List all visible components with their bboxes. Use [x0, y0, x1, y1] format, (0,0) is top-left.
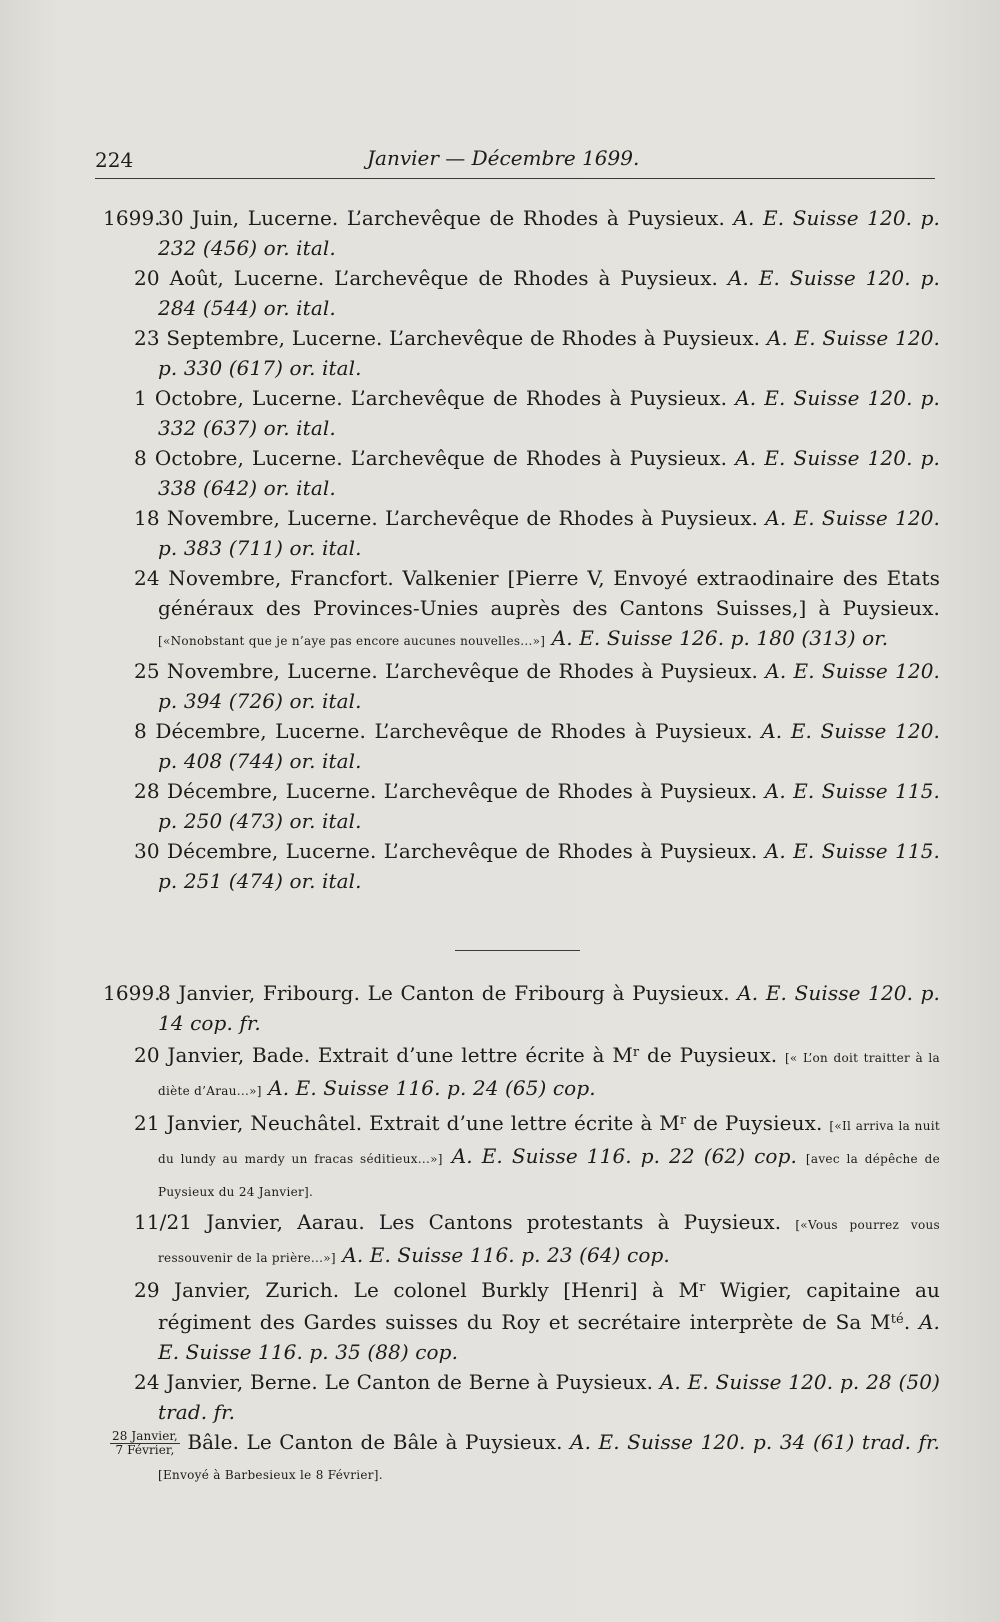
entry-reference: A. E. Suisse 120. p. 394 (726) or. ital. [158, 659, 941, 713]
entry [104, 1367, 940, 1427]
entry-reference: A. E. Suisse 116. p. 24 (65) cop. [268, 1076, 596, 1100]
entry-text: 1 Octobre, Lucerne. L’archevêque de Rhodes à Puysieux. [134, 386, 728, 410]
section-year: 1699. [103, 981, 161, 1005]
entry [104, 1038, 940, 1106]
entry-reference: A. E. Suisse 120. p. 232 (456) or. ital. [158, 206, 940, 260]
entry [104, 263, 940, 323]
entry-text: 30 Décembre, Lucerne. L’archevêque de Rhodes à Puysieux. [134, 839, 758, 863]
entry-text: 24 Novembre, Francfort. Valkenier [Pierre V, Envoyé extraodinaire des Etats généraux des Provinces-Unies auprès des Cantons Suisses,] à Puysieux. [134, 566, 940, 620]
section-2 [104, 978, 940, 1490]
entry [104, 503, 940, 563]
superscript: r [679, 1113, 687, 1128]
entry-note: [« L’on doit traitter à la diète d’Arau...»] [158, 1051, 940, 1098]
entry-reference: A. E. Suisse 120. p. 332 (637) or. ital. [158, 386, 940, 440]
entry-text: 8 Janvier, Fribourg. Le Canton de Fribourg à Puysieux. [158, 981, 730, 1005]
entry-note: [avec la dépêche de Puysieux du 24 Janvier]. [158, 1152, 940, 1199]
entry-note: [Envoyé à Barbesieux le 8 Février]. [158, 1468, 383, 1482]
entry-text: 23 Septembre, Lucerne. L’archevêque de Rhodes à Puysieux. [134, 326, 761, 350]
entry [104, 563, 940, 656]
entry [104, 1273, 940, 1367]
entry-text: de Puysieux. [686, 1111, 823, 1135]
entry-reference: A. E. Suisse 120. p. 34 (61) trad. fr. [570, 1430, 940, 1454]
running-title [367, 146, 639, 170]
fraction-top: 28 Janvier, [112, 1429, 178, 1443]
entry-reference: A. E. Suisse 120. p. 28 (50) trad. fr. [158, 1370, 940, 1424]
entry [104, 1106, 940, 1207]
running-title-right: Décembre 1699. [471, 146, 640, 170]
entry-reference: A. E. Suisse 115. p. 251 (474) or. ital. [158, 839, 940, 893]
entry-reference: A. E. Suisse 116. p. 22 (62) cop. [451, 1144, 797, 1168]
entry-reference: A. E. Suisse 116. p. 35 (88) cop. [158, 1310, 940, 1364]
entry-text: 8 Décembre, Lucerne. L’archevêque de Rhodes à Puysieux. [134, 719, 753, 743]
entry-text: Wigier, capitaine au régiment des Gardes suisses du Roy et secrétaire interprète de Sa M [158, 1278, 940, 1334]
entry-text: 21 Janvier, Neuchâtel. Extrait d’une lettre écrite à M [134, 1111, 680, 1135]
page-header [95, 144, 935, 179]
entry-reference: A. E. Suisse 120. p. 14 cop. fr. [158, 981, 940, 1035]
entry [104, 1427, 940, 1490]
entry [104, 656, 940, 716]
entry-reference: A. E. Suisse 126. p. 180 (313) or. [551, 626, 889, 650]
entry [104, 383, 940, 443]
entry [104, 203, 940, 263]
entry-text: 28 Décembre, Lucerne. L’archevêque de Rhodes à Puysieux. [134, 779, 758, 803]
entry [104, 836, 940, 896]
entry-text: 20 Janvier, Bade. Extrait d’une lettre écrite à M [134, 1043, 633, 1067]
entry-reference: A. E. Suisse 120. p. 383 (711) or. ital. [158, 506, 941, 560]
entry [104, 323, 940, 383]
superscript: r [699, 1280, 706, 1295]
entry [104, 716, 940, 776]
entry-text: 11/21 Janvier, Aarau. Les Cantons protestants à Puysieux. [134, 1210, 782, 1234]
entry [104, 978, 940, 1038]
entry-text: 29 Janvier, Zurich. Le colonel Burkly [Henri] à M [134, 1278, 700, 1302]
entry-text: . [903, 1310, 911, 1334]
superscript: r [632, 1045, 640, 1060]
entry-text: 30 Juin, Lucerne. L’archevêque de Rhodes à Puysieux. [158, 206, 725, 230]
entry [104, 443, 940, 503]
entry-text: Bâle. Le Canton de Bâle à Puysieux. [179, 1430, 563, 1454]
entry-reference: A. E. Suisse 115. p. 250 (473) or. ital. [158, 779, 940, 833]
entry-text: de Puysieux. [639, 1043, 778, 1067]
entry-reference: A. E. Suisse 120. p. 408 (744) or. ital. [158, 719, 940, 773]
entry-note: [«Il arriva la nuit du lundy au mardy un fracas séditieux...»] [158, 1119, 940, 1166]
entry-text: 18 Novembre, Lucerne. L’archevêque de Rhodes à Puysieux. [134, 506, 759, 530]
section-1 [104, 203, 940, 896]
entry-reference: A. E. Suisse 120. p. 338 (642) or. ital. [158, 446, 940, 500]
entry-reference: A. E. Suisse 116. p. 23 (64) cop. [342, 1243, 670, 1267]
entry [104, 776, 940, 836]
superscript: té [890, 1312, 904, 1327]
entry [104, 1207, 940, 1273]
section-divider [455, 950, 580, 951]
running-title-dash: — [445, 146, 466, 170]
entry-text: 8 Octobre, Lucerne. L’archevêque de Rhodes à Puysieux. [134, 446, 728, 470]
entry-text: 20 Août, Lucerne. L’archevêque de Rhodes à Puysieux. [134, 266, 718, 290]
date-fraction [110, 1430, 180, 1457]
entry-reference: A. E. Suisse 120. p. 284 (544) or. ital. [158, 266, 940, 320]
entry-note: [«Nonobstant que je n’aye pas encore aucunes nouvelles...»] [158, 634, 546, 648]
entry-reference: A. E. Suisse 120. p. 330 (617) or. ital. [158, 326, 941, 380]
running-title-left: Janvier [367, 146, 439, 170]
entry-note: [«Vous pourrez vous ressouvenir de la prière...»] [158, 1218, 940, 1265]
section-year: 1699. [103, 206, 161, 230]
entry-text: 24 Janvier, Berne. Le Canton de Berne à Puysieux. [134, 1370, 654, 1394]
fraction-bottom: 7 Février, [115, 1443, 175, 1457]
page-number: 224 [95, 148, 134, 172]
entry-text: 25 Novembre, Lucerne. L’archevêque de Rhodes à Puysieux. [134, 659, 759, 683]
